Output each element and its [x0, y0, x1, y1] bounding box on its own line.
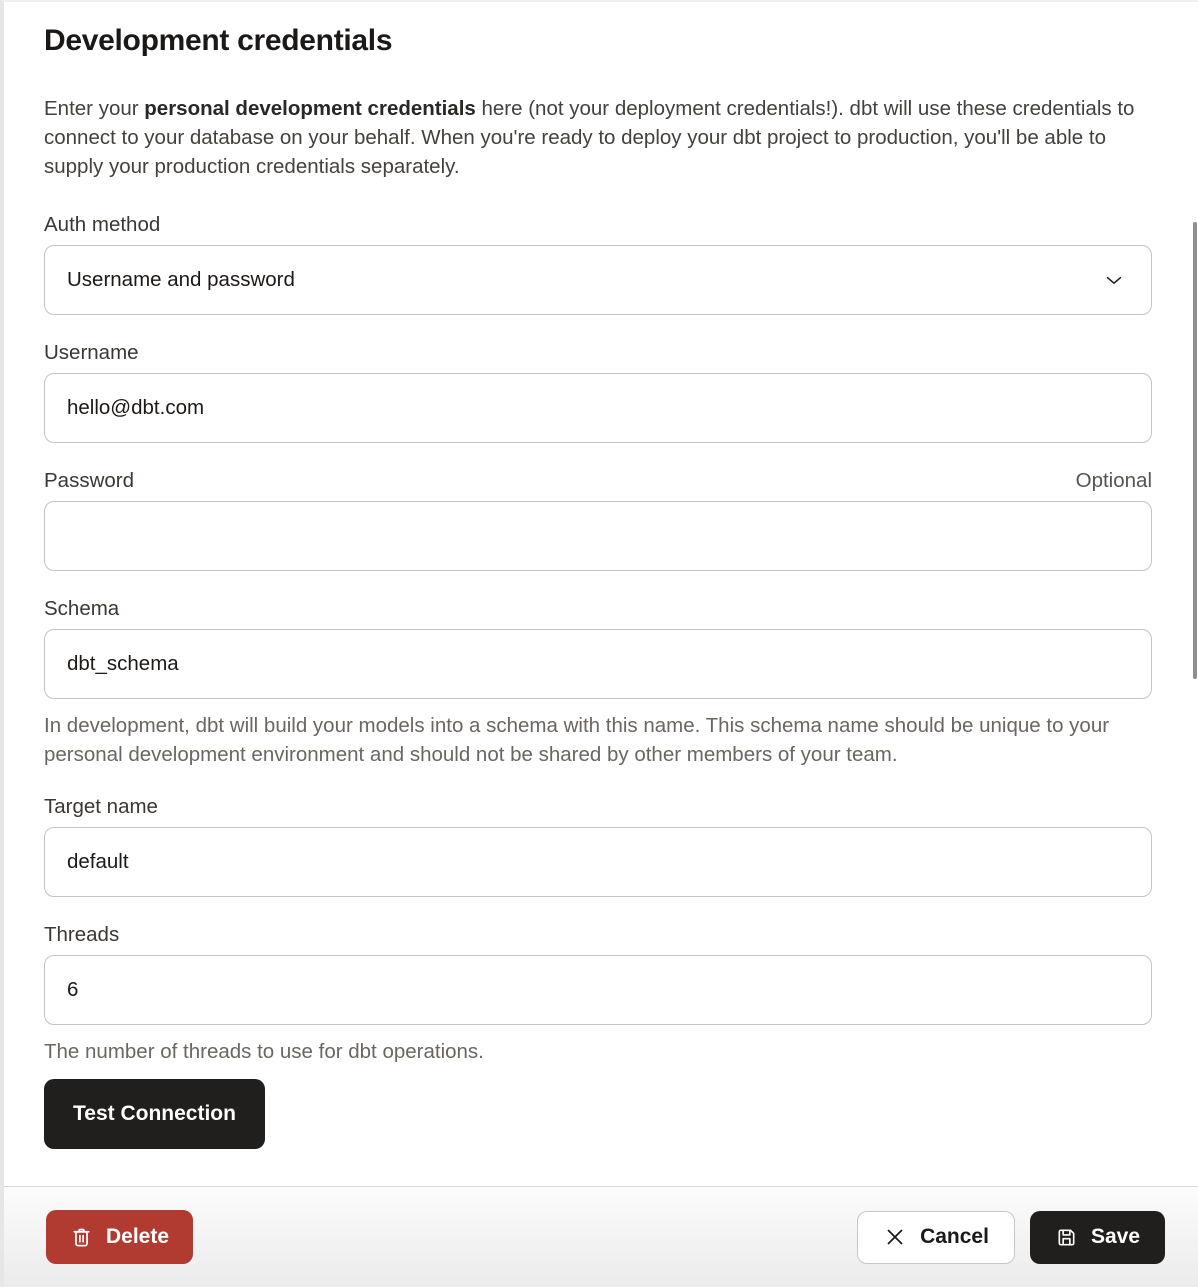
- test-connection-button[interactable]: Test Connection: [44, 1079, 265, 1149]
- schema-label: Schema: [44, 597, 120, 620]
- scrollbar-thumb[interactable]: [1193, 222, 1197, 679]
- form-content: [4, 2, 1198, 1149]
- schema-input[interactable]: [44, 629, 1152, 699]
- password-input[interactable]: [44, 501, 1152, 571]
- trash-icon: [70, 1226, 93, 1249]
- threads-help-text: The number of threads to use for dbt operations.: [44, 1040, 484, 1063]
- username-input[interactable]: [44, 373, 1152, 443]
- intro-part1: Enter your: [44, 97, 145, 120]
- save-button-label: Save: [1090, 1225, 1140, 1248]
- delete-button[interactable]: [46, 1210, 193, 1264]
- close-icon: [883, 1225, 907, 1249]
- password-optional-badge: Optional: [1075, 469, 1152, 492]
- threads-input[interactable]: [44, 955, 1152, 1025]
- schema-help-text: In development, dbt will build your models into a schema with this name. This schema name should be unique to your personal development environment and should not be shared by other members of your team.: [44, 714, 1110, 766]
- floppy-disk-icon: [1055, 1226, 1078, 1249]
- cancel-button[interactable]: [857, 1211, 1015, 1264]
- save-button[interactable]: [1030, 1211, 1165, 1264]
- target-name-input[interactable]: [44, 827, 1152, 897]
- target-name-label: Target name: [44, 795, 158, 818]
- intro-text: [44, 94, 1152, 181]
- page-title: Development credentials: [44, 24, 393, 57]
- cancel-button-label: Cancel: [920, 1225, 989, 1248]
- footer-actions: [857, 1211, 1165, 1264]
- delete-button-label: Delete: [106, 1225, 170, 1248]
- chevron-down-icon: [1103, 269, 1125, 291]
- auth-method-selected-value: Username and password: [67, 268, 295, 291]
- username-label: Username: [44, 341, 139, 364]
- footer-bar: [4, 1186, 1198, 1287]
- intro-bold: personal development credentials: [144, 97, 476, 120]
- threads-label: Threads: [44, 923, 120, 946]
- auth-method-select[interactable]: [44, 245, 1152, 315]
- auth-method-label: Auth method: [44, 213, 161, 236]
- password-label: Password: [44, 469, 135, 492]
- intro-part2: here (not your deployment credentials!). dbt will use these credentials to connect to your database on your behalf. When you're ready to deploy your dbt project to production, you'll be able to supply your production credentials separately.: [44, 97, 1135, 178]
